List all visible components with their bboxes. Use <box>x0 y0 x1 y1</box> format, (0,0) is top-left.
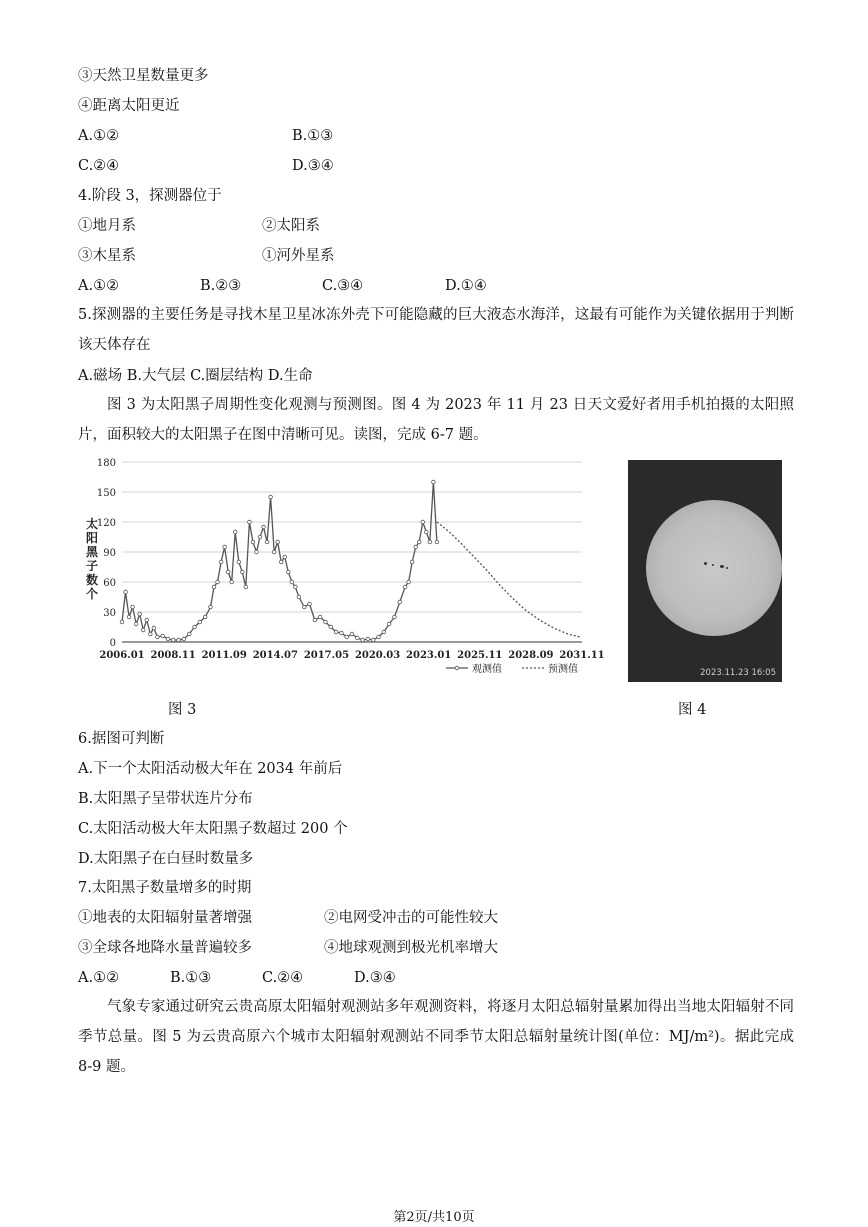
q7-option-a: A.①② <box>78 970 120 986</box>
observed-point <box>198 620 202 624</box>
q4-item1: ①地月系 <box>78 218 136 234</box>
observed-point <box>120 620 124 624</box>
observed-point <box>308 602 312 606</box>
observed-point <box>393 615 397 619</box>
observed-point <box>269 495 273 499</box>
observed-point <box>432 480 436 484</box>
observed-point <box>193 625 197 629</box>
y-axis-label-char: 阳 <box>85 531 99 545</box>
q3-option-c: C.②④ <box>78 158 120 174</box>
y-tick-label: 120 <box>96 518 116 529</box>
observed-point <box>283 555 287 559</box>
sun-photo <box>628 460 782 682</box>
q4-option-b: B.②③ <box>200 278 242 294</box>
observed-point <box>251 540 255 544</box>
observed-point <box>262 525 266 529</box>
observed-point <box>287 570 291 574</box>
observed-point <box>425 530 429 534</box>
x-tick-label: 2014.07 <box>252 650 298 661</box>
intro-8-9: 气象专家通过研究云贵高原太阳辐射观测站多年观测资料，将逐月太阳总辐射量累加得出当地太阳辐射不同季节总量。图 5 为云贵高原六个城市太阳辐射观测站不同季节太阳总辐射量统计图(单位：MJ/m²)。据此完成 8-9 题。 <box>78 999 794 1075</box>
observed-point <box>166 637 170 641</box>
q4-stem: 4.阶段 3，探测器位于 <box>78 188 222 204</box>
sunspot-mark <box>726 567 728 569</box>
observed-point <box>223 545 227 549</box>
observed-point <box>276 540 280 544</box>
observed-point <box>403 585 407 589</box>
observed-point <box>324 620 328 624</box>
q3-option-d: D.③④ <box>292 158 334 174</box>
observed-point <box>410 560 414 564</box>
y-tick-label: 60 <box>103 578 116 589</box>
observed-point <box>141 628 145 632</box>
x-tick-label: 2008.11 <box>150 650 196 661</box>
observed-point <box>237 560 241 564</box>
observed-point <box>216 580 220 584</box>
observed-point <box>226 570 230 574</box>
observed-point <box>361 638 365 642</box>
x-tick-label: 2006.01 <box>99 650 145 661</box>
observed-point <box>131 605 135 609</box>
q5-stem: 5.探测器的主要任务是寻找木星卫星冰冻外壳下可能隐藏的巨大液态水海洋，这最有可能作为关键依据用于判断该天体存在 <box>78 307 794 353</box>
observed-point <box>329 625 333 629</box>
observed-point <box>177 638 181 642</box>
page-footer: 第2页/共10页 <box>393 1210 475 1225</box>
observed-point <box>138 612 142 616</box>
observed-point <box>272 550 276 554</box>
observed-point <box>233 530 237 534</box>
observed-point <box>187 632 191 636</box>
y-axis-label-char: 黑 <box>85 545 99 559</box>
q7-option-d: D.③④ <box>354 970 396 986</box>
q7-option-c: C.②④ <box>262 970 304 986</box>
observed-point <box>407 580 411 584</box>
observed-point <box>241 570 245 574</box>
observed-point <box>219 560 223 564</box>
x-tick-label: 2025.11 <box>457 650 503 661</box>
observed-point <box>302 605 306 609</box>
y-axis-label-char: 太 <box>85 517 99 531</box>
observed-point <box>149 632 153 636</box>
y-tick-label: 180 <box>96 458 116 469</box>
observed-point <box>313 618 317 622</box>
observed-point <box>255 550 259 554</box>
x-tick-label: 2031.11 <box>559 650 605 661</box>
observed-point <box>382 630 386 634</box>
q7-option-b: B.①③ <box>170 970 212 986</box>
observed-point <box>127 615 131 619</box>
y-axis-label-char: 个 <box>85 587 99 601</box>
q7-item4: ④地球观测到极光机率增大 <box>324 940 498 956</box>
observed-point <box>172 638 176 642</box>
observed-point <box>145 618 149 622</box>
q4-option-c: C.③④ <box>322 278 364 294</box>
photo-timestamp: 2023.11.23 16:05 <box>700 668 776 678</box>
observed-point <box>377 635 381 639</box>
q3-item4: ④距离太阳更近 <box>78 98 180 114</box>
observed-point <box>417 540 421 544</box>
q7-item3: ③全球各地降水量普遍较多 <box>78 940 252 956</box>
observed-point <box>279 560 283 564</box>
figure3-caption: 图 3 <box>168 702 197 718</box>
intro-6-7: 图 3 为太阳黑子周期性变化观测与预测图。图 4 为 2023 年 11 月 23 日天文爱好者用手机拍摄的太阳照片，面积较大的太阳黑子在图中清晰可见。读图，完成 6-7 题。 <box>78 397 794 443</box>
sun-disk <box>646 500 782 636</box>
q4-option-d: D.①④ <box>445 278 487 294</box>
x-tick-label: 2028.09 <box>508 650 554 661</box>
observed-point <box>371 638 375 642</box>
legend-observed-marker <box>455 666 459 670</box>
q7-item1: ①地表的太阳辐射量著增强 <box>78 910 252 926</box>
q6-option-b: B.太阳黑子呈带状连片分布 <box>78 791 253 807</box>
observed-point <box>356 636 360 640</box>
sunspot-chart-svg <box>78 456 605 692</box>
observed-point <box>350 632 354 636</box>
observed-point <box>161 634 165 638</box>
observed-point <box>414 545 418 549</box>
q6-option-c: C.太阳活动极大年太阳黑子数超过 200 个 <box>78 821 348 837</box>
observed-point <box>265 540 269 544</box>
q7-item2: ②电网受冲击的可能性较大 <box>324 910 498 926</box>
y-axis-label-char: 数 <box>85 573 99 587</box>
observed-point <box>297 595 301 599</box>
observed-point <box>398 600 402 604</box>
y-axis-label-char: 子 <box>85 559 99 573</box>
observed-point <box>258 535 262 539</box>
figure4-caption: 图 4 <box>678 702 707 718</box>
x-tick-label: 2011.09 <box>201 650 247 661</box>
y-tick-label: 150 <box>96 488 116 499</box>
y-tick-label: 90 <box>103 548 116 559</box>
observed-point <box>294 585 298 589</box>
sunspot-mark <box>712 564 714 566</box>
q4-item4: ①河外星系 <box>262 248 335 264</box>
q5-options: A.磁场 B.大气层 C.圈层结构 D.生命 <box>78 368 313 384</box>
x-tick-label: 2020.03 <box>354 650 401 661</box>
observed-point <box>248 520 252 524</box>
q6-option-d: D.太阳黑子在白昼时数量多 <box>78 851 254 867</box>
observed-point <box>318 615 322 619</box>
observed-point <box>428 540 432 544</box>
sunspot-chart <box>78 456 605 692</box>
observed-point <box>212 585 216 589</box>
observed-point <box>387 622 391 626</box>
observed-point <box>290 580 294 584</box>
observed-point <box>366 637 370 641</box>
sunspot-mark <box>704 562 707 565</box>
observed-point <box>209 605 213 609</box>
x-tick-label: 2023.01 <box>406 650 452 661</box>
observed-point <box>152 626 156 630</box>
observed-point <box>203 615 207 619</box>
y-tick-label: 0 <box>109 638 116 649</box>
observed-point <box>230 580 234 584</box>
observed-point <box>334 630 338 634</box>
q3-item3: ③天然卫星数量更多 <box>78 68 209 84</box>
y-tick-label: 30 <box>103 608 116 619</box>
q3-option-b: B.①③ <box>292 128 334 144</box>
q6-stem: 6.据图可判断 <box>78 731 165 747</box>
legend-predicted-label: 预测值 <box>548 664 578 675</box>
observed-point <box>134 622 138 626</box>
q3-option-a: A.①② <box>78 128 120 144</box>
q4-item2: ②太阳系 <box>262 218 320 234</box>
observed-point <box>421 520 425 524</box>
legend-observed-label: 观测值 <box>472 664 502 675</box>
observed-point <box>345 635 349 639</box>
observed-point <box>435 540 439 544</box>
predicted-series-line <box>437 522 580 637</box>
observed-point <box>156 635 160 639</box>
observed-point <box>244 585 248 589</box>
sunspot-mark <box>720 565 724 568</box>
q4-item3: ③木星系 <box>78 248 136 264</box>
q6-option-a: A.下一个太阳活动极大年在 2034 年前后 <box>78 761 343 777</box>
x-tick-label: 2017.05 <box>303 650 350 661</box>
observed-point <box>182 637 186 641</box>
observed-point <box>340 631 344 635</box>
observed-point <box>124 590 128 594</box>
q4-option-a: A.①② <box>78 278 120 294</box>
q7-stem: 7.太阳黑子数量增多的时期 <box>78 880 252 896</box>
